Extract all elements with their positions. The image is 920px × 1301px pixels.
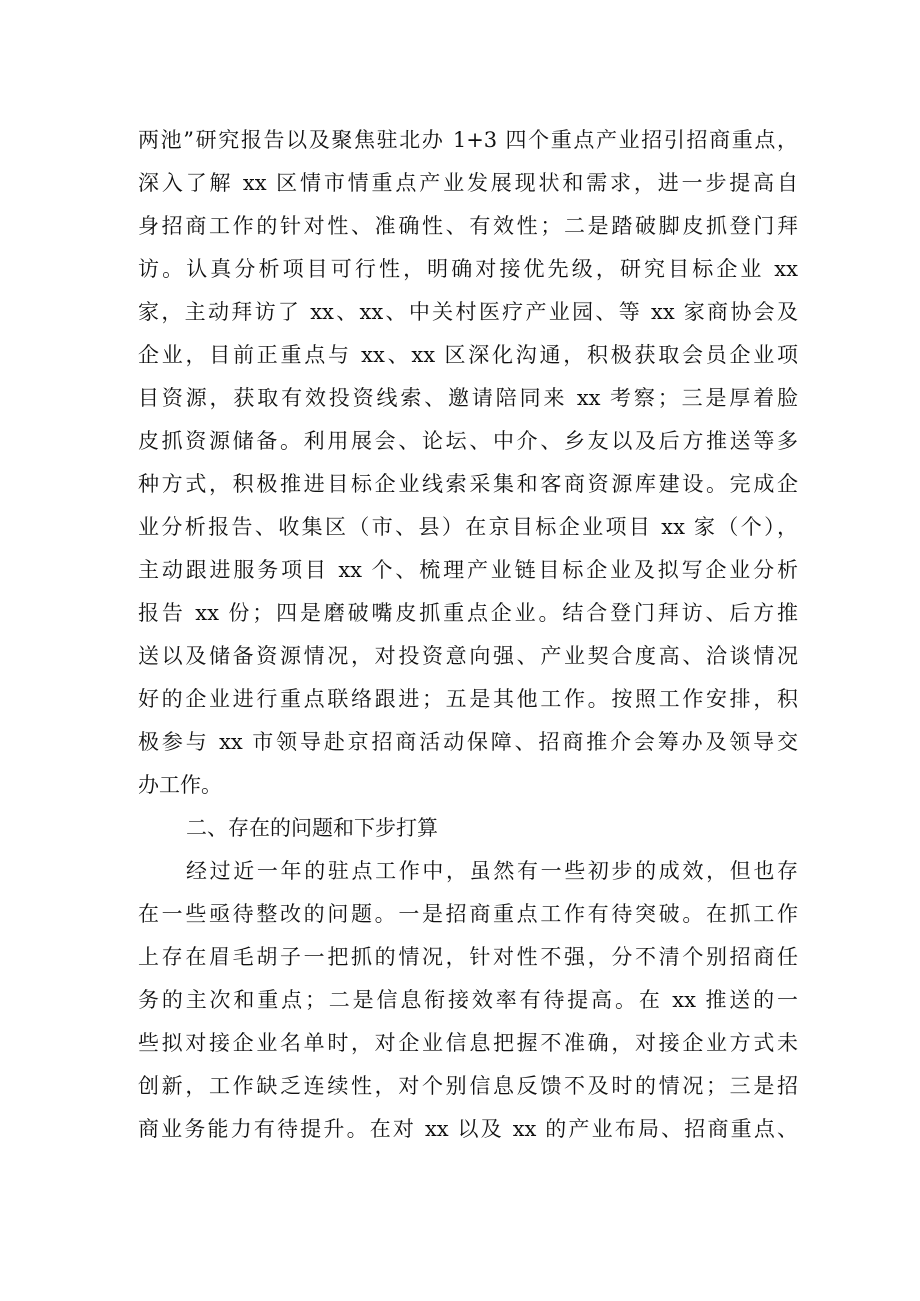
paragraph-2-line: 在一些亟待整改的问题。一是招商重点工作有待突破。在抓工作 bbox=[138, 902, 798, 926]
paragraph-1-line: 目资源，获取有效投资线索、邀请陪同来 xx 考察；三是厚着脸 bbox=[138, 386, 798, 410]
paragraph-1-line: 业分析报告、收集区（市、县）在京目标企业项目 xx 家（个）， bbox=[138, 515, 798, 539]
paragraph-1-line: 送以及储备资源情况，对投资意向强、产业契合度高、洽谈情况 bbox=[138, 644, 798, 668]
paragraph-1-line: 深入了解 xx 区情市情重点产业发展现状和需求，进一步提高自 bbox=[138, 171, 798, 195]
paragraph-2-line: 商业务能力有待提升。在对 xx 以及 xx 的产业布局、招商重点、 bbox=[138, 1117, 798, 1141]
paragraph-1-line: 好的企业进行重点联络跟进；五是其他工作。按照工作安排，积 bbox=[138, 687, 798, 711]
paragraph-1-line: 访。认真分析项目可行性，明确对接优先级，研究目标企业 xx bbox=[138, 257, 798, 281]
paragraph-2-line: 上存在眉毛胡子一把抓的情况，针对性不强，分不清个别招商任 bbox=[138, 945, 798, 969]
paragraph-1-line: 种方式，积极推进目标企业线索采集和客商资源库建设。完成企 bbox=[138, 472, 798, 496]
paragraph-1-line: 身招商工作的针对性、准确性、有效性；二是踏破脚皮抓登门拜 bbox=[138, 214, 798, 238]
paragraph-2-line: 创新，工作缺乏连续性，对个别信息反馈不及时的情况；三是招 bbox=[138, 1074, 798, 1098]
paragraph-1-line: 报告 xx 份；四是磨破嘴皮抓重点企业。结合登门拜访、后方推 bbox=[138, 601, 798, 625]
paragraph-2-line: 务的主次和重点；二是信息衔接效率有待提高。在 xx 推送的一 bbox=[138, 988, 798, 1012]
paragraph-1-line: 家，主动拜访了 xx、xx、中关村医疗产业园、等 xx 家商协会及 bbox=[138, 300, 798, 324]
paragraph-1-line: 企业，目前正重点与 xx、xx 区深化沟通，积极获取会员企业项 bbox=[138, 343, 798, 367]
paragraph-1-line: 极参与 xx 市领导赴京招商活动保障、招商推介会筹办及领导交 bbox=[138, 730, 798, 754]
paragraph-1-line: 办工作。 bbox=[138, 773, 222, 797]
paragraph-2-line: 些拟对接企业名单时，对企业信息把握不准确，对接企业方式未 bbox=[138, 1031, 798, 1055]
paragraph-1-line: 两池”研究报告以及聚焦驻北办 1+3 四个重点产业招引招商重点， bbox=[138, 128, 798, 152]
paragraph-1-line: 主动跟进服务项目 xx 个、梳理产业链目标企业及拟写企业分析 bbox=[138, 558, 798, 582]
paragraph-2-line: 经过近一年的驻点工作中，虽然有一些初步的成效，但也存 bbox=[186, 859, 798, 883]
paragraph-1-line: 皮抓资源储备。利用展会、论坛、中介、乡友以及后方推送等多 bbox=[138, 429, 798, 453]
section-heading: 二、存在的问题和下步打算 bbox=[186, 816, 438, 840]
